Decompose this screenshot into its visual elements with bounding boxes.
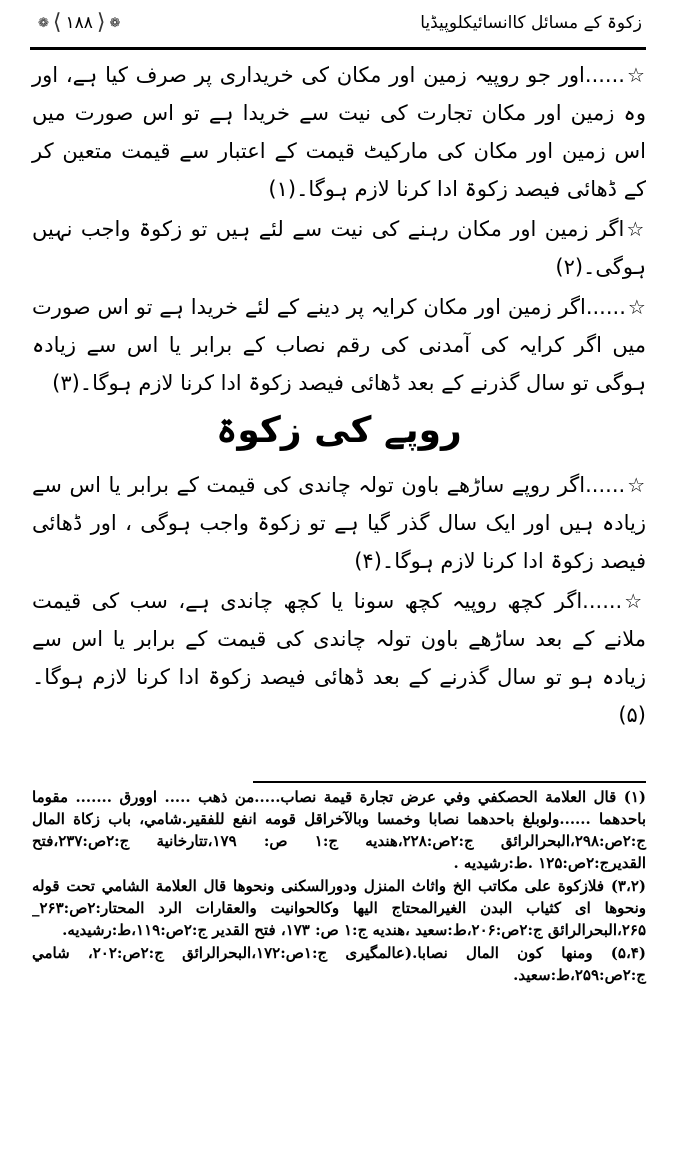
paragraph-text: اگر روپے ساڑھے باون تولہ چاندی کی قیمت کے برابر یا اس سے زیادہ ہیں اور ایک سال گذر گیا ہے تو زکوۃ واجب ہوگی ، اور ڈھائی فیصد زکوۃ ادا کرنا لازم ہوگا۔(۴)	[32, 473, 646, 573]
paragraph	[32, 582, 646, 734]
footnote: (۱) قال العلامة الحصكفي وفي عرض تجارة قيمة نصاب.....من ذهب ..... اوورق ....... مقوما باحدهما ......ولوبلغ باحدهما نصابا وخمسا وبالآخراقل قومه انفع للفقير.شامي، باب زكاة المال ج:۲ص:۲۹۸،البحرالرائق ج:۲ص:۲۲۸،هنديه ج:۱ ص: ۱۷۹،تتارخانية ج:۲ص:۲۳۷،فتح القديرج:۲ص:۱۲۵ .ط:رشيديه .	[32, 788, 647, 872]
paragraph	[32, 288, 646, 402]
footnote: (۳،۲) فلازكوة على مكاتب الخ واثاث المنزل ودورالسكنى ونحوها قال العلامة الشامي تحت قوله ونحوها اى كثياب البدن الغيرالمحتاج اليها وكالحوانيت والعقارات الرد المحتار:۲ص:۲۶۳_ ۲۶۵،البحرالرائق ج:۲ص:۲۰۶،ط:سعيد ،هنديه ج:۱ ص: ۱۷۳، فتح القدير ج:۲ص:۱۱۹،ط:رشيديه.	[32, 877, 646, 939]
paragraph	[32, 210, 646, 286]
section-heading: روپے کی زکوۃ	[216, 410, 462, 451]
star-icon: ☆	[626, 63, 646, 87]
page-number-box	[38, 12, 120, 34]
floral-ornament-icon: ❁	[38, 15, 49, 31]
ellipsis: ......	[585, 295, 626, 319]
main-text	[32, 56, 646, 736]
paragraph	[32, 466, 646, 580]
paragraph	[32, 56, 646, 208]
star-icon: ☆	[624, 589, 647, 613]
page-header	[30, 10, 646, 42]
left-bracket-icon: ⟨	[52, 10, 62, 35]
header-divider	[30, 47, 646, 50]
footnote-divider	[253, 781, 646, 783]
page-number: ۱۸۸	[65, 13, 93, 33]
book-title: زکوۃ کے مسائل کاانسائیکلوپیڈیا	[420, 13, 642, 33]
ellipsis: ......	[584, 63, 625, 87]
right-bracket-icon: ⟩	[96, 10, 106, 35]
floral-ornament-icon: ❁	[109, 15, 121, 31]
star-icon: ☆	[627, 295, 646, 319]
paragraph-text: اگر زمین اور مکان کرایہ پر دینے کے لئے خریدا ہے تو اس صورت میں اگر کرایہ کی آمدنی کی رقم نصاب کے برابر یا اس سے زیادہ ہوگی تو سال گذرنے کے بعد ڈھائی فیصد زکوۃ ادا کرنا لازم ہوگا۔(۳)	[32, 295, 646, 395]
paragraph-text: اگر زمین اور مکان رہنے کی نیت سے لئے ہیں تو زکوۃ واجب نہیں ہوگی۔(۲)	[32, 217, 646, 279]
paragraph-text: اگر کچھ روپیہ کچھ سونا یا کچھ چاندی ہے، سب کی قیمت ملانے کے بعد ساڑھے باون تولہ چاندی کی قیمت کے برابر یا اس سے زیادہ ہو تو سال گذرنے کے بعد ڈھائی فیصد زکوۃ ادا کرنا لازم ہوگا۔(۵)	[32, 589, 646, 727]
ellipsis: ......	[582, 589, 623, 613]
ellipsis: ......	[585, 473, 626, 497]
paragraph-text: اور جو روپیہ زمین اور مکان کی خریداری پر صرف کیا ہے، اور وہ زمین اور مکان تجارت کی نیت سے خریدا ہے تو اس صورت میں اس زمین اور مکان کی مارکیٹ قیمت کے اعتبار سے قیمت متعین کر کے ڈھائی فیصد زکوۃ ادا کرنا لازم ہوگا۔(۱)	[32, 63, 646, 201]
footnote: (۵،۴) ومنها كون المال نصابا.(عالمگیری ج:۱ص:۱۷۲،البحرالرائق ج:۲ص:۲۰۲، شامي ج:۲ص:۲۵۹،ط:سعيد.	[32, 944, 646, 984]
star-icon: ☆	[626, 217, 646, 241]
footnotes	[32, 786, 646, 987]
star-icon: ☆	[627, 473, 646, 497]
